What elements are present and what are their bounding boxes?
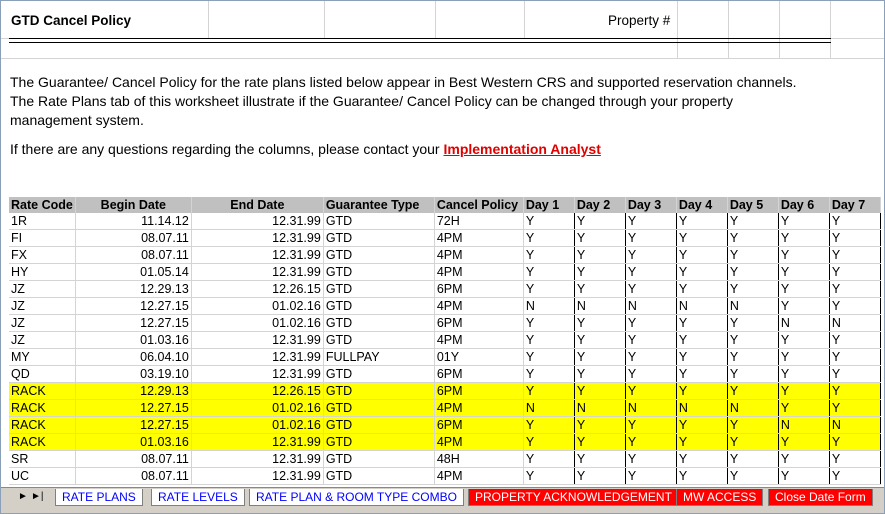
day-1-cell[interactable]: Y	[523, 468, 574, 485]
cancel-policy-cell[interactable]: 6PM	[434, 315, 523, 332]
day-1-cell[interactable]: Y	[523, 315, 574, 332]
rate-code-cell[interactable]: JZ	[9, 281, 75, 298]
guarantee-type-cell[interactable]: GTD	[323, 468, 434, 485]
rate-code-cell[interactable]: JZ	[9, 298, 75, 315]
day-7-cell[interactable]: Y	[829, 400, 880, 417]
table-row	[9, 230, 880, 247]
rate-code-cell[interactable]: UC	[9, 468, 75, 485]
contact-line	[10, 141, 601, 157]
day-5-cell[interactable]: Y	[727, 281, 778, 298]
guarantee-type-cell[interactable]: GTD	[323, 451, 434, 468]
day-3-cell[interactable]: Y	[625, 434, 676, 451]
day-2-cell[interactable]: Y	[574, 451, 625, 468]
day-7-cell[interactable]: Y	[829, 468, 880, 485]
end-date-cell[interactable]: 12.31.99	[191, 366, 323, 383]
end-date-cell[interactable]: 12.26.15	[191, 383, 323, 400]
day-5-cell[interactable]: Y	[727, 349, 778, 366]
guarantee-type-cell[interactable]: GTD	[323, 366, 434, 383]
day-7-cell[interactable]: Y	[829, 366, 880, 383]
day-6-cell[interactable]: Y	[778, 400, 829, 417]
day-2-cell[interactable]: Y	[574, 230, 625, 247]
day-4-cell[interactable]: Y	[676, 315, 727, 332]
day-7-cell[interactable]: Y	[829, 230, 880, 247]
day-7-cell[interactable]: Y	[829, 281, 880, 298]
end-date-cell[interactable]: 12.31.99	[191, 264, 323, 281]
guarantee-type-cell[interactable]: GTD	[323, 417, 434, 434]
day-1-cell[interactable]: Y	[523, 230, 574, 247]
day-4-cell[interactable]: Y	[676, 349, 727, 366]
rate-code-cell[interactable]: SR	[9, 451, 75, 468]
day-6-cell[interactable]: Y	[778, 230, 829, 247]
table-row	[9, 451, 880, 468]
double-divider	[9, 38, 831, 43]
tab-rate-levels[interactable]: RATE LEVELS	[151, 489, 245, 506]
rate-code-cell[interactable]: HY	[9, 264, 75, 281]
day-1-cell[interactable]: Y	[523, 264, 574, 281]
day-7-cell[interactable]: Y	[829, 434, 880, 451]
day-3-cell[interactable]: Y	[625, 332, 676, 349]
day-5-cell[interactable]: Y	[727, 213, 778, 230]
col-begin-date[interactable]: Begin Date	[75, 197, 191, 213]
cancel-policy-cell[interactable]: 4PM	[434, 264, 523, 281]
day-3-cell[interactable]: Y	[625, 281, 676, 298]
end-date-cell[interactable]: 12.31.99	[191, 230, 323, 247]
col-day-7[interactable]: Day 7	[829, 197, 880, 213]
guarantee-type-cell[interactable]: GTD	[323, 332, 434, 349]
day-5-cell[interactable]: N	[727, 298, 778, 315]
first-sheet-icon[interactable]: ►	[18, 491, 28, 502]
tab-mw-access[interactable]: MW ACCESS	[676, 489, 763, 506]
day-4-cell[interactable]: Y	[676, 264, 727, 281]
day-3-cell[interactable]: Y	[625, 468, 676, 485]
table-row	[9, 417, 880, 434]
sheet-tab-bar	[1, 487, 884, 514]
day-6-cell[interactable]: Y	[778, 264, 829, 281]
tab-property-acknowledgement[interactable]: PROPERTY ACKNOWLEDGEMENT	[468, 489, 679, 506]
day-1-cell[interactable]: Y	[523, 417, 574, 434]
day-2-cell[interactable]: Y	[574, 247, 625, 264]
guarantee-type-cell[interactable]: GTD	[323, 213, 434, 230]
end-date-cell[interactable]: 12.31.99	[191, 434, 323, 451]
property-number-label: Property #	[608, 13, 671, 28]
day-1-cell[interactable]: Y	[523, 281, 574, 298]
day-4-cell[interactable]: N	[676, 298, 727, 315]
table-row	[9, 400, 880, 417]
day-5-cell[interactable]: Y	[727, 434, 778, 451]
rate-code-cell[interactable]: RACK	[9, 417, 75, 434]
last-sheet-icon[interactable]: ►|	[31, 491, 44, 502]
day-1-cell[interactable]: Y	[523, 383, 574, 400]
cancel-policy-cell[interactable]: 48H	[434, 451, 523, 468]
end-date-cell[interactable]: 12.31.99	[191, 468, 323, 485]
day-3-cell[interactable]: Y	[625, 230, 676, 247]
day-4-cell[interactable]: Y	[676, 366, 727, 383]
day-5-cell[interactable]: Y	[727, 264, 778, 281]
day-2-cell[interactable]: Y	[574, 349, 625, 366]
day-5-cell[interactable]: Y	[727, 366, 778, 383]
end-date-cell[interactable]: 12.31.99	[191, 247, 323, 264]
day-2-cell[interactable]: Y	[574, 315, 625, 332]
day-2-cell[interactable]: N	[574, 400, 625, 417]
table-row	[9, 468, 880, 485]
begin-date-cell[interactable]: 12.27.15	[75, 400, 191, 417]
table-row	[9, 247, 880, 264]
sheet-title: GTD Cancel Policy	[11, 13, 132, 28]
day-2-cell[interactable]: Y	[574, 332, 625, 349]
day-1-cell[interactable]: N	[523, 400, 574, 417]
day-3-cell[interactable]: Y	[625, 264, 676, 281]
cancel-policy-cell[interactable]: 72H	[434, 213, 523, 230]
day-2-cell[interactable]: Y	[574, 264, 625, 281]
table-row	[9, 281, 880, 298]
begin-date-cell[interactable]: 12.29.13	[75, 281, 191, 298]
day-2-cell[interactable]: Y	[574, 434, 625, 451]
day-7-cell[interactable]: Y	[829, 247, 880, 264]
guarantee-type-cell[interactable]: GTD	[323, 281, 434, 298]
day-5-cell[interactable]: Y	[727, 451, 778, 468]
end-date-cell[interactable]: 01.02.16	[191, 315, 323, 332]
guarantee-type-cell[interactable]: GTD	[323, 315, 434, 332]
day-5-cell[interactable]: Y	[727, 383, 778, 400]
day-3-cell[interactable]: Y	[625, 383, 676, 400]
day-6-cell[interactable]: Y	[778, 468, 829, 485]
guarantee-type-cell[interactable]: GTD	[323, 434, 434, 451]
day-6-cell[interactable]: N	[778, 417, 829, 434]
day-3-cell[interactable]: Y	[625, 451, 676, 468]
cancel-policy-cell[interactable]: 4PM	[434, 230, 523, 247]
end-date-cell[interactable]: 12.31.99	[191, 451, 323, 468]
tab-close-date-form[interactable]: Close Date Form	[768, 489, 873, 506]
day-4-cell[interactable]: Y	[676, 230, 727, 247]
end-date-cell[interactable]: 01.02.16	[191, 400, 323, 417]
day-6-cell[interactable]: Y	[778, 213, 829, 230]
day-1-cell[interactable]: N	[523, 298, 574, 315]
cancel-policy-cell[interactable]: 01Y	[434, 349, 523, 366]
cancel-policy-cell[interactable]: 4PM	[434, 400, 523, 417]
day-6-cell[interactable]: N	[778, 315, 829, 332]
day-7-cell[interactable]: Y	[829, 298, 880, 315]
day-6-cell[interactable]: Y	[778, 383, 829, 400]
rate-code-cell[interactable]: MY	[9, 349, 75, 366]
day-1-cell[interactable]: Y	[523, 213, 574, 230]
rate-code-cell[interactable]: JZ	[9, 332, 75, 349]
day-7-cell[interactable]: Y	[829, 451, 880, 468]
rate-code-cell[interactable]: QD	[9, 366, 75, 383]
day-7-cell[interactable]: Y	[829, 332, 880, 349]
day-6-cell[interactable]: Y	[778, 281, 829, 298]
cancel-policy-cell[interactable]: 4PM	[434, 434, 523, 451]
guarantee-type-cell[interactable]: GTD	[323, 383, 434, 400]
day-4-cell[interactable]: Y	[676, 247, 727, 264]
tab-rate-plan-room-type-combo[interactable]: RATE PLAN & ROOM TYPE COMBO	[249, 489, 464, 506]
day-3-cell[interactable]: N	[625, 298, 676, 315]
day-5-cell[interactable]: Y	[727, 230, 778, 247]
table-row	[9, 332, 880, 349]
table-row	[9, 383, 880, 400]
implementation-analyst-link[interactable]: Implementation Analyst	[443, 141, 601, 157]
col-guarantee-type[interactable]: Guarantee Type	[323, 197, 434, 213]
day-7-cell[interactable]: Y	[829, 349, 880, 366]
intro-paragraph: The Guarantee/ Cancel Policy for the rate plans listed below appear in Best Western CRS and supported reservation channels. The Rate Plans tab of this worksheet illustrate if the Guarantee/ Cancel Policy can be changed through your property management system.	[10, 74, 797, 128]
day-5-cell[interactable]: Y	[727, 468, 778, 485]
rate-code-cell[interactable]: FI	[9, 230, 75, 247]
guarantee-type-cell[interactable]: GTD	[323, 400, 434, 417]
day-1-cell[interactable]: Y	[523, 247, 574, 264]
end-date-cell[interactable]: 12.31.99	[191, 213, 323, 230]
day-4-cell[interactable]: Y	[676, 383, 727, 400]
day-7-cell[interactable]: N	[829, 417, 880, 434]
day-6-cell[interactable]: Y	[778, 451, 829, 468]
day-1-cell[interactable]: Y	[523, 451, 574, 468]
day-6-cell[interactable]: Y	[778, 332, 829, 349]
rate-code-cell[interactable]: 1R	[9, 213, 75, 230]
day-2-cell[interactable]: Y	[574, 468, 625, 485]
guarantee-type-cell[interactable]: GTD	[323, 264, 434, 281]
begin-date-cell[interactable]: 11.14.12	[75, 213, 191, 230]
begin-date-cell[interactable]: 12.29.13	[75, 383, 191, 400]
day-4-cell[interactable]: Y	[676, 434, 727, 451]
begin-date-cell[interactable]: 12.27.15	[75, 298, 191, 315]
begin-date-cell[interactable]: 08.07.11	[75, 230, 191, 247]
rate-code-cell[interactable]: RACK	[9, 383, 75, 400]
cancel-policy-cell[interactable]: 6PM	[434, 366, 523, 383]
day-4-cell[interactable]: Y	[676, 451, 727, 468]
day-5-cell[interactable]: Y	[727, 247, 778, 264]
day-2-cell[interactable]: N	[574, 298, 625, 315]
day-4-cell[interactable]: Y	[676, 213, 727, 230]
begin-date-cell[interactable]: 01.03.16	[75, 332, 191, 349]
table-row	[9, 434, 880, 451]
day-4-cell[interactable]: N	[676, 400, 727, 417]
day-6-cell[interactable]: Y	[778, 298, 829, 315]
day-3-cell[interactable]: Y	[625, 315, 676, 332]
table-row	[9, 213, 880, 230]
begin-date-cell[interactable]: 03.19.10	[75, 366, 191, 383]
day-7-cell[interactable]: Y	[829, 264, 880, 281]
col-rate-code[interactable]: Rate Code	[9, 197, 75, 213]
day-6-cell[interactable]: Y	[778, 366, 829, 383]
day-4-cell[interactable]: Y	[676, 468, 727, 485]
day-6-cell[interactable]: Y	[778, 247, 829, 264]
day-3-cell[interactable]: Y	[625, 349, 676, 366]
begin-date-cell[interactable]: 08.07.11	[75, 451, 191, 468]
cancel-policy-cell[interactable]: 6PM	[434, 383, 523, 400]
end-date-cell[interactable]: 12.31.99	[191, 332, 323, 349]
guarantee-type-cell[interactable]: FULLPAY	[323, 349, 434, 366]
rate-code-cell[interactable]: FX	[9, 247, 75, 264]
end-date-cell[interactable]: 01.02.16	[191, 298, 323, 315]
cancel-policy-cell[interactable]: 4PM	[434, 332, 523, 349]
begin-date-cell[interactable]: 12.27.15	[75, 417, 191, 434]
tab-rate-plans[interactable]: RATE PLANS	[55, 489, 143, 506]
day-2-cell[interactable]: Y	[574, 281, 625, 298]
table-row	[9, 264, 880, 281]
end-date-cell[interactable]: 01.02.16	[191, 417, 323, 434]
day-7-cell[interactable]: Y	[829, 213, 880, 230]
day-4-cell[interactable]: Y	[676, 417, 727, 434]
col-day-1[interactable]: Day 1	[523, 197, 574, 213]
day-2-cell[interactable]: Y	[574, 213, 625, 230]
day-3-cell[interactable]: N	[625, 400, 676, 417]
day-7-cell[interactable]: Y	[829, 383, 880, 400]
table-row	[9, 315, 880, 332]
rate-code-cell[interactable]: RACK	[9, 400, 75, 417]
col-day-5[interactable]: Day 5	[727, 197, 778, 213]
col-end-date[interactable]: End Date	[191, 197, 323, 213]
table-row	[9, 298, 880, 315]
end-date-cell[interactable]: 12.26.15	[191, 281, 323, 298]
day-2-cell[interactable]: Y	[574, 383, 625, 400]
cancel-policy-cell[interactable]: 4PM	[434, 247, 523, 264]
guarantee-type-cell[interactable]: GTD	[323, 298, 434, 315]
day-5-cell[interactable]: N	[727, 400, 778, 417]
day-3-cell[interactable]: Y	[625, 366, 676, 383]
day-3-cell[interactable]: Y	[625, 213, 676, 230]
table-row	[9, 349, 880, 366]
table-row	[9, 366, 880, 383]
day-2-cell[interactable]: Y	[574, 366, 625, 383]
day-1-cell[interactable]: Y	[523, 332, 574, 349]
cancel-policy-cell[interactable]: 4PM	[434, 298, 523, 315]
day-5-cell[interactable]: Y	[727, 315, 778, 332]
end-date-cell[interactable]: 12.31.99	[191, 349, 323, 366]
guarantee-type-cell[interactable]: GTD	[323, 230, 434, 247]
day-6-cell[interactable]: Y	[778, 349, 829, 366]
day-3-cell[interactable]: Y	[625, 417, 676, 434]
begin-date-cell[interactable]: 06.04.10	[75, 349, 191, 366]
rate-code-cell[interactable]: RACK	[9, 434, 75, 451]
day-7-cell[interactable]: N	[829, 315, 880, 332]
begin-date-cell[interactable]: 08.07.11	[75, 247, 191, 264]
day-5-cell[interactable]: Y	[727, 417, 778, 434]
day-6-cell[interactable]: Y	[778, 434, 829, 451]
begin-date-cell[interactable]: 01.03.16	[75, 434, 191, 451]
rate-plan-table	[9, 197, 881, 485]
contact-prefix: If there are any questions regarding the columns, please contact your	[10, 141, 444, 157]
day-4-cell[interactable]: Y	[676, 332, 727, 349]
rate-code-cell[interactable]: JZ	[9, 315, 75, 332]
day-1-cell[interactable]: Y	[523, 366, 574, 383]
begin-date-cell[interactable]: 08.07.11	[75, 468, 191, 485]
day-1-cell[interactable]: Y	[523, 434, 574, 451]
day-2-cell[interactable]: Y	[574, 417, 625, 434]
cancel-policy-cell[interactable]: 6PM	[434, 281, 523, 298]
cancel-policy-cell[interactable]: 4PM	[434, 468, 523, 485]
col-day-4[interactable]: Day 4	[676, 197, 727, 213]
day-4-cell[interactable]: Y	[676, 281, 727, 298]
guarantee-type-cell[interactable]: GTD	[323, 247, 434, 264]
col-day-3[interactable]: Day 3	[625, 197, 676, 213]
begin-date-cell[interactable]: 01.05.14	[75, 264, 191, 281]
col-day-2[interactable]: Day 2	[574, 197, 625, 213]
col-cancel-policy[interactable]: Cancel Policy	[434, 197, 523, 213]
day-1-cell[interactable]: Y	[523, 349, 574, 366]
day-5-cell[interactable]: Y	[727, 332, 778, 349]
begin-date-cell[interactable]: 12.27.15	[75, 315, 191, 332]
col-day-6[interactable]: Day 6	[778, 197, 829, 213]
cancel-policy-cell[interactable]: 6PM	[434, 417, 523, 434]
day-3-cell[interactable]: Y	[625, 247, 676, 264]
table-header-row	[9, 197, 880, 213]
